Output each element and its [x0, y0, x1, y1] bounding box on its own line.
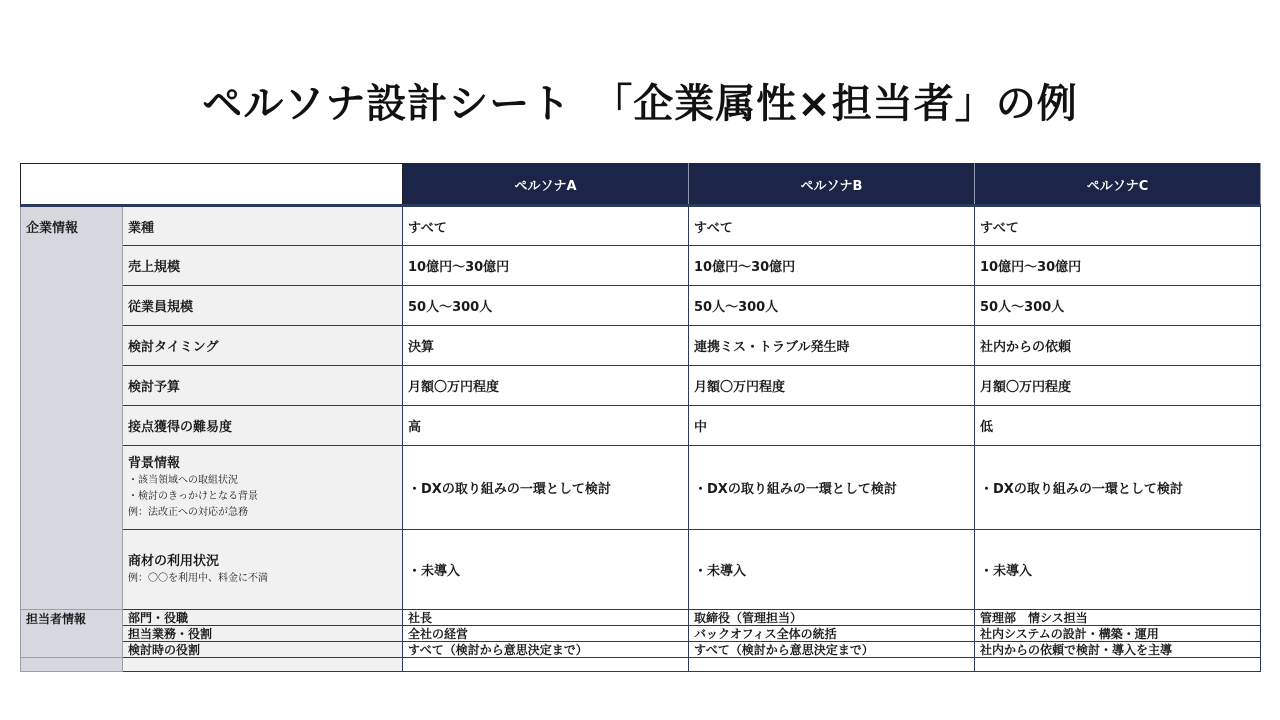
table-edge: [1261, 164, 1280, 672]
table-cell: ・未導入: [975, 530, 1261, 610]
table-cell: 社長: [403, 610, 689, 626]
table-cell: 月額〇万円程度: [689, 366, 975, 406]
persona-b-header: ペルソナB: [689, 164, 975, 206]
row-note: ・検討のきっかけとなる背景: [128, 490, 258, 502]
table-cell: 50人～300人: [403, 286, 689, 326]
persona-c-header: ペルソナC: [975, 164, 1261, 206]
table-row: [21, 286, 1280, 326]
row-label: 検討時の役割: [123, 642, 403, 658]
row-label: 接点獲得の難易度: [123, 406, 403, 446]
table-cell: 10億円～30億円: [403, 246, 689, 286]
table-cell: ・DXの取り組みの一環として検討: [689, 446, 975, 530]
persona-a-header: ペルソナA: [403, 164, 689, 206]
page-title: ペルソナ設計シート 「企業属性×担当者」の例: [202, 81, 1078, 127]
table-cell: [21, 658, 123, 672]
row-label: 部門・役職: [123, 610, 403, 626]
table-row: [21, 206, 1280, 246]
table-cell: すべて（検討から意思決定まで）: [403, 642, 689, 658]
table-cell: 管理部 情シス担当: [975, 610, 1261, 626]
table-cell: ・DXの取り組みの一環として検討: [403, 446, 689, 530]
table-cell: バックオフィス全体の統括: [689, 626, 975, 642]
table-row: [21, 446, 1280, 530]
row-label: 担当業務・役割: [123, 626, 403, 642]
table-cell: 50人～300人: [689, 286, 975, 326]
row-label: 検討タイミング: [123, 326, 403, 366]
table-row-cutoff: [21, 658, 1280, 672]
group-company: 企業情報: [21, 206, 123, 610]
table-cell: [403, 658, 689, 672]
row-label-usage: [123, 530, 403, 610]
table-cell: 決算: [403, 326, 689, 366]
table-row: [21, 366, 1280, 406]
table-cell: 10億円～30億円: [975, 246, 1261, 286]
table-cell: ・DXの取り組みの一環として検討: [975, 446, 1261, 530]
table-cell: 社内システムの設計・構築・運用: [975, 626, 1261, 642]
table-cell: 中: [689, 406, 975, 446]
table-row: [21, 326, 1280, 366]
row-label: 売上規模: [123, 246, 403, 286]
table-row: [21, 246, 1280, 286]
table-cell: [123, 658, 403, 672]
corner-cell: [21, 164, 403, 206]
table-cell: [975, 658, 1261, 672]
table-cell: すべて（検討から意思決定まで）: [689, 642, 975, 658]
table-cell: ・未導入: [689, 530, 975, 610]
table-row: [21, 406, 1280, 446]
table-cell: 社内からの依頼で検討・導入を主導: [975, 642, 1261, 658]
row-label: 業種: [123, 206, 403, 246]
table-row: [21, 642, 1280, 658]
table-cell: 低: [975, 406, 1261, 446]
table-cell: すべて: [689, 206, 975, 246]
persona-table: [20, 163, 1280, 672]
table-cell: 高: [403, 406, 689, 446]
table-row: [21, 530, 1280, 610]
header-row: [21, 164, 1280, 206]
table-row: [21, 626, 1280, 642]
table-cell: すべて: [403, 206, 689, 246]
table-cell: 社内からの依頼: [975, 326, 1261, 366]
row-label: 従業員規模: [123, 286, 403, 326]
table-cell: 10億円～30億円: [689, 246, 975, 286]
table-cell: 月額〇万円程度: [975, 366, 1261, 406]
table-cell: 全社の経営: [403, 626, 689, 642]
row-note: ・該当領域への取組状況: [128, 474, 238, 486]
row-label: 検討予算: [123, 366, 403, 406]
table-cell: 50人～300人: [975, 286, 1261, 326]
table-cell: 取締役（管理担当）: [689, 610, 975, 626]
table-cell: すべて: [975, 206, 1261, 246]
table-cell: 連携ミス・トラブル発生時: [689, 326, 975, 366]
table-cell: 月額〇万円程度: [403, 366, 689, 406]
row-label-background: [123, 446, 403, 530]
row-label: 商材の利用状況: [128, 553, 220, 569]
persona-sheet: [20, 163, 1280, 683]
table-row: [21, 610, 1280, 626]
row-note: 例：〇〇を利用中、料金に不満: [128, 572, 268, 584]
group-person: 担当者情報: [21, 610, 123, 658]
row-note: 例：法改正への対応が急務: [128, 506, 248, 518]
table-cell: [689, 658, 975, 672]
table-cell: ・未導入: [403, 530, 689, 610]
row-label: 背景情報: [128, 455, 181, 471]
